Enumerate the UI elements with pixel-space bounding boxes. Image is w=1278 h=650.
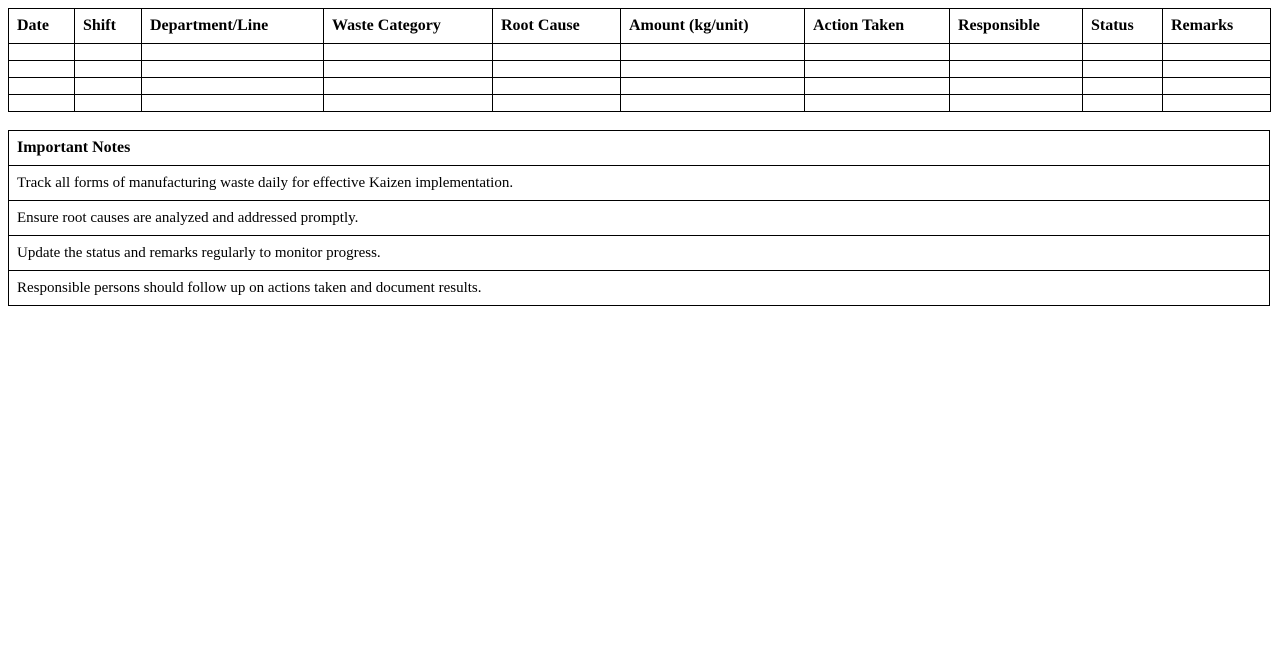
table-cell-remarks[interactable] xyxy=(1163,95,1271,112)
table-cell-shift[interactable] xyxy=(75,95,142,112)
table-cell-responsible[interactable] xyxy=(950,44,1083,61)
table-cell-remarks[interactable] xyxy=(1163,78,1271,95)
table-row xyxy=(9,44,1271,61)
table-cell-amount[interactable] xyxy=(621,78,805,95)
table-cell-status[interactable] xyxy=(1083,61,1163,78)
table-cell-action-taken[interactable] xyxy=(805,44,950,61)
table-cell-shift[interactable] xyxy=(75,61,142,78)
note-item: Update the status and remarks regularly to monitor progress. xyxy=(9,236,1270,271)
table-cell-responsible[interactable] xyxy=(950,78,1083,95)
table-cell-shift[interactable] xyxy=(75,78,142,95)
table-row xyxy=(9,95,1271,112)
table-cell-responsible[interactable] xyxy=(950,61,1083,78)
table-cell-waste-category[interactable] xyxy=(324,78,493,95)
note-row xyxy=(9,166,1270,201)
table-cell-amount[interactable] xyxy=(621,95,805,112)
note-row xyxy=(9,271,1270,306)
column-header-date: Date xyxy=(9,9,75,44)
table-cell-root-cause[interactable] xyxy=(493,61,621,78)
column-header-responsible: Responsible xyxy=(950,9,1083,44)
table-cell-department-line[interactable] xyxy=(142,95,324,112)
note-item: Ensure root causes are analyzed and addressed promptly. xyxy=(9,201,1270,236)
table-cell-amount[interactable] xyxy=(621,61,805,78)
note-item: Responsible persons should follow up on actions taken and document results. xyxy=(9,271,1270,306)
table-cell-amount[interactable] xyxy=(621,44,805,61)
table-cell-date[interactable] xyxy=(9,61,75,78)
table-cell-date[interactable] xyxy=(9,78,75,95)
table-header-row xyxy=(9,9,1271,44)
table-cell-root-cause[interactable] xyxy=(493,78,621,95)
column-header-shift: Shift xyxy=(75,9,142,44)
table-cell-status[interactable] xyxy=(1083,78,1163,95)
table-cell-waste-category[interactable] xyxy=(324,44,493,61)
table-cell-action-taken[interactable] xyxy=(805,61,950,78)
table-cell-department-line[interactable] xyxy=(142,61,324,78)
waste-log-table xyxy=(8,8,1271,112)
column-header-status: Status xyxy=(1083,9,1163,44)
table-cell-remarks[interactable] xyxy=(1163,44,1271,61)
column-header-root-cause: Root Cause xyxy=(493,9,621,44)
table-cell-waste-category[interactable] xyxy=(324,61,493,78)
note-row xyxy=(9,236,1270,271)
table-cell-status[interactable] xyxy=(1083,95,1163,112)
table-cell-status[interactable] xyxy=(1083,44,1163,61)
column-header-remarks: Remarks xyxy=(1163,9,1271,44)
table-cell-shift[interactable] xyxy=(75,44,142,61)
table-cell-root-cause[interactable] xyxy=(493,95,621,112)
column-header-amount: Amount (kg/unit) xyxy=(621,9,805,44)
notes-title-row xyxy=(9,131,1270,166)
table-cell-action-taken[interactable] xyxy=(805,95,950,112)
table-cell-responsible[interactable] xyxy=(950,95,1083,112)
notes-title: Important Notes xyxy=(9,131,1270,166)
table-cell-department-line[interactable] xyxy=(142,78,324,95)
table-cell-action-taken[interactable] xyxy=(805,78,950,95)
table-cell-waste-category[interactable] xyxy=(324,95,493,112)
column-header-action-taken: Action Taken xyxy=(805,9,950,44)
table-cell-root-cause[interactable] xyxy=(493,44,621,61)
table-cell-date[interactable] xyxy=(9,44,75,61)
column-header-department-line: Department/Line xyxy=(142,9,324,44)
note-row xyxy=(9,201,1270,236)
table-row xyxy=(9,78,1271,95)
important-notes-table xyxy=(8,130,1270,306)
note-item: Track all forms of manufacturing waste daily for effective Kaizen implementation. xyxy=(9,166,1270,201)
table-row xyxy=(9,61,1271,78)
table-cell-department-line[interactable] xyxy=(142,44,324,61)
column-header-waste-category: Waste Category xyxy=(324,9,493,44)
table-cell-remarks[interactable] xyxy=(1163,61,1271,78)
table-cell-date[interactable] xyxy=(9,95,75,112)
